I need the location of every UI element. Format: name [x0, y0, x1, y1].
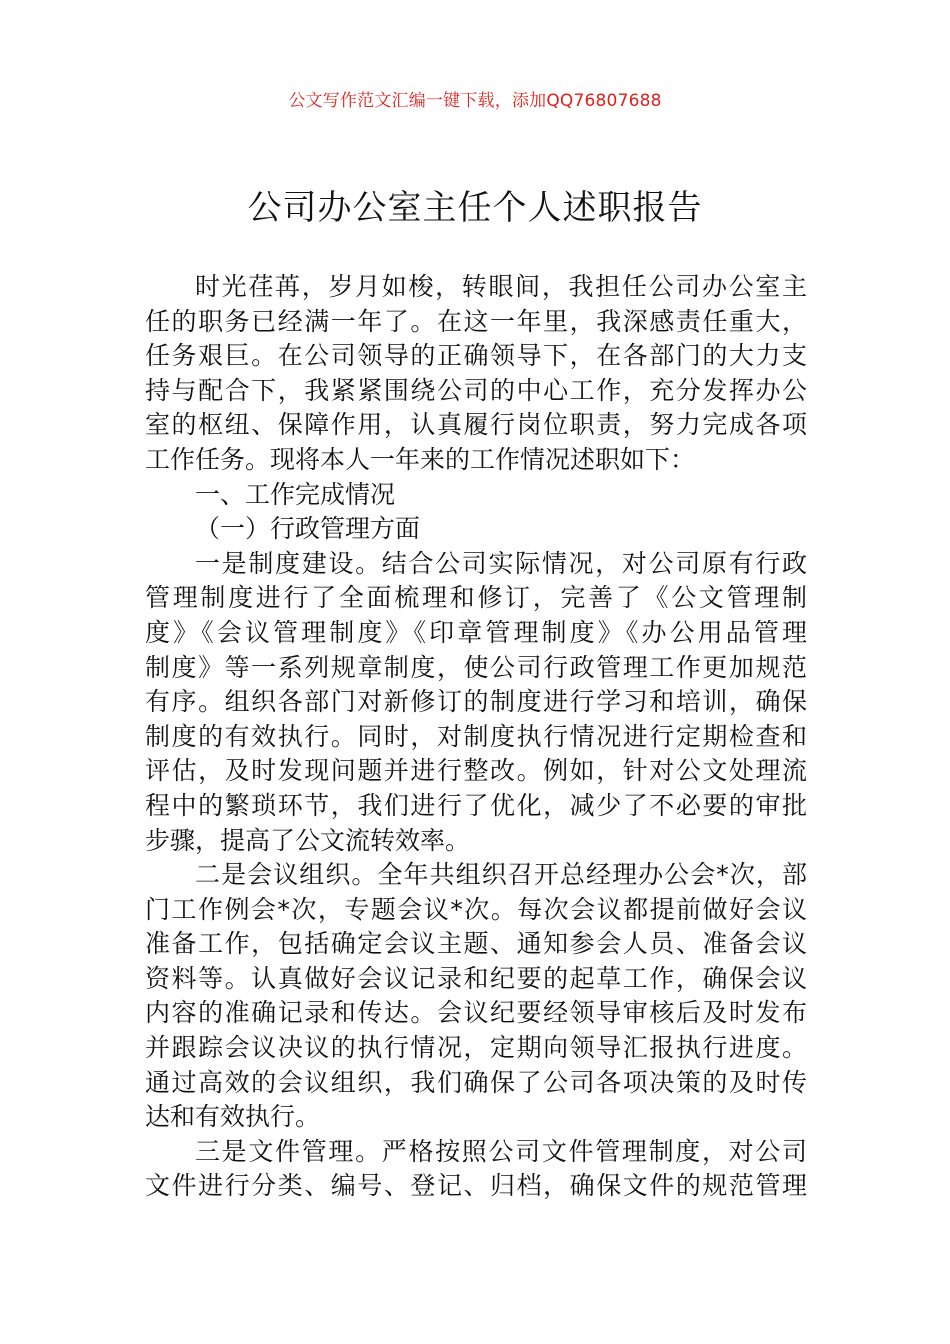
paragraph-line: 任务艰巨。在公司领导的正确领导下，在各部门的大力支	[145, 341, 807, 371]
document-title: 公司办公室主任个人述职报告	[247, 188, 703, 228]
paragraph-line: 制度》等一系列规章制度，使公司行政管理工作更加规范	[145, 652, 807, 682]
paragraph-line: 达和有效执行。	[145, 1102, 321, 1132]
paragraph-line: 一、工作完成情况	[195, 479, 396, 509]
paragraph-line: 任的职务已经满一年了。在这一年里，我深感责任重大，	[145, 306, 807, 336]
paragraph-line: 二是会议组织。全年共组织召开总经理办公会*次，部	[195, 860, 807, 890]
paragraph-line: 门工作例会*次，专题会议*次。每次会议都提前做好会议	[145, 894, 807, 924]
paragraph-line: 有序。组织各部门对新修订的制度进行学习和培训，确保	[145, 687, 807, 717]
paragraph-line: 文件进行分类、编号、登记、归档，确保文件的规范管理	[145, 1171, 807, 1201]
paragraph-line: 步骤，提高了公文流转效率。	[145, 825, 471, 855]
paragraph-line: 通过高效的会议组织，我们确保了公司各项决策的及时传	[145, 1067, 807, 1097]
paragraph-line: 准备工作，包括确定会议主题、通知参会人员、准备会议	[145, 929, 807, 959]
paragraph-line: 时光荏苒，岁月如梭，转眼间，我担任公司办公室主	[195, 272, 807, 301]
paragraph-line: （一）行政管理方面	[195, 514, 421, 544]
paragraph-line: 一是制度建设。结合公司实际情况，对公司原有行政	[195, 548, 807, 578]
paragraph-line: 三是文件管理。严格按照公司文件管理制度，对公司	[195, 1136, 807, 1166]
document-body	[145, 270, 807, 1204]
paragraph-line: 评估，及时发现问题并进行整改。例如，针对公文处理流	[145, 756, 807, 786]
download-notice: 公文写作范文汇编一键下载，添加QQ76807688	[288, 91, 662, 111]
paragraph-line: 室的枢纽、保障作用，认真履行岗位职责，努力完成各项	[145, 410, 807, 440]
paragraph-line: 工作任务。现将本人一年来的工作情况述职如下：	[145, 444, 696, 474]
paragraph-line: 制度的有效执行。同时，对制度执行情况进行定期检查和	[145, 721, 807, 751]
paragraph-line: 管理制度进行了全面梳理和修订，完善了《公文管理制	[145, 583, 807, 613]
paragraph-line: 程中的繁琐环节，我们进行了优化，减少了不必要的审批	[145, 790, 807, 820]
paragraph-line: 并跟踪会议决议的执行情况，定期向领导汇报执行进度。	[145, 1033, 807, 1063]
paragraph-line: 内容的准确记录和传达。会议纪要经领导审核后及时发布	[145, 998, 807, 1028]
paragraph-line: 资料等。认真做好会议记录和纪要的起草工作，确保会议	[145, 963, 807, 993]
paragraph-line: 持与配合下，我紧紧围绕公司的中心工作，充分发挥办公	[145, 375, 807, 405]
paragraph-line: 度》《会议管理制度》《印章管理制度》《办公用品管理	[145, 617, 807, 647]
